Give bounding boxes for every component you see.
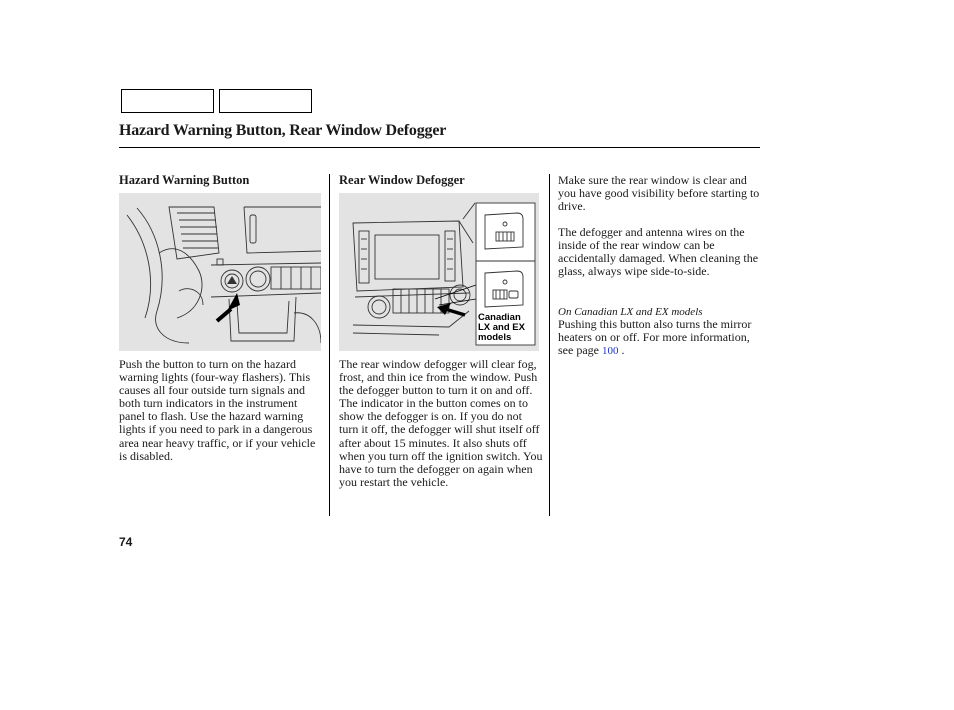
column-divider-1	[329, 174, 330, 516]
defogger-button-illustration	[339, 193, 539, 351]
canadian-models-note: On Canadian LX and EX models	[558, 306, 703, 318]
hazard-button-illustration	[119, 193, 321, 351]
wires-caution-paragraph: The defogger and antenna wires on the inside of the rear window can be accidentally damaged. When cleaning the glass, always wipe side-to-side.	[558, 225, 759, 279]
nav-button-contents[interactable]	[121, 89, 214, 113]
callout-label-line-1: Canadian	[478, 312, 521, 323]
callout-label-line-2: LX and EX	[478, 322, 525, 333]
hazard-heading: Hazard Warning Button	[119, 173, 250, 187]
page-reference-link[interactable]: 100	[601, 345, 619, 358]
defogger-description: The rear window defogger will clear fog, frost, and thin ice from the window. Push the defogger button to turn it on and off. The indicator in the button comes on to show the defogger is on. If you do not turn it off, the defogger will shut itself off after about 15 minutes. It also shuts off when you turn off the ignition switch. You have to turn the defogger on again when you restart the vehicle.	[339, 357, 543, 489]
hazard-description: Push the button to turn on the hazard warning lights (four-way flashers). This causes all four outside turn signals and both turn indicators in the instrument panel to flash. Use the hazard warning lights if you need to park in a dangerous area near heavy traffic, or if your vehicle is disabled.	[119, 357, 316, 463]
title-divider	[119, 147, 760, 148]
visibility-paragraph: Make sure the rear window is clear and you have good visibility before starting to drive.	[558, 173, 760, 214]
dashboard-defogger-diagram	[339, 193, 539, 351]
column-divider-2	[549, 174, 550, 516]
nav-button-index[interactable]	[219, 89, 312, 113]
mirror-heater-text-end: .	[621, 343, 625, 358]
page-number: 74	[119, 535, 133, 549]
dashboard-hazard-diagram	[119, 193, 321, 351]
callout-label-line-3: models	[478, 332, 512, 343]
defogger-heading: Rear Window Defogger	[339, 173, 465, 187]
mirror-heater-text: Pushing this button also turns the mirror heaters on or off. For more information, see page	[558, 317, 752, 358]
hazard-pointer-arrow	[217, 293, 240, 321]
mirror-heater-paragraph	[558, 318, 763, 358]
page-title: Hazard Warning Button, Rear Window Defogger	[119, 122, 447, 139]
